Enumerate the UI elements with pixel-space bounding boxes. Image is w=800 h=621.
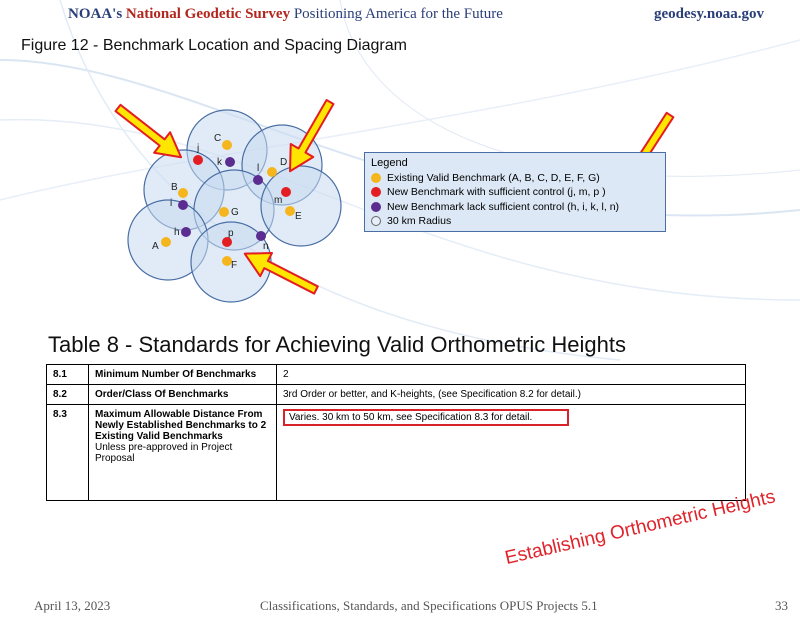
row-number: 8.1 xyxy=(47,365,89,385)
benchmark-n xyxy=(256,231,266,241)
label-l: l xyxy=(257,163,260,174)
legend-label: New Benchmark lack sufficient control (h, i, k, l, n) xyxy=(387,200,620,213)
table-row xyxy=(47,405,746,501)
org-name: National Geodetic Survey xyxy=(125,6,291,22)
label-n: n xyxy=(263,241,269,252)
benchmark-a xyxy=(161,237,171,247)
row-name-text: Minimum Number Of Benchmarks xyxy=(95,369,257,380)
label-a: A xyxy=(152,241,159,252)
benchmark-i xyxy=(178,200,188,210)
legend-label: 30 km Radius xyxy=(387,215,452,227)
legend-item-radius xyxy=(371,214,659,229)
section-stamp: Establishing Orthometric Heights xyxy=(503,486,778,570)
label-i: i xyxy=(170,198,173,209)
legend-item-new-lack xyxy=(371,200,659,215)
label-j: j xyxy=(197,143,200,154)
website-link[interactable]: geodesy.noaa.gov xyxy=(653,6,764,22)
legend-item-existing xyxy=(371,171,659,186)
row-value-cell xyxy=(277,405,746,501)
benchmark-c xyxy=(222,140,232,150)
label-e: E xyxy=(295,211,302,222)
row-name-text: Order/Class Of Benchmarks xyxy=(95,389,229,400)
arrow-to-j-icon xyxy=(110,98,189,168)
footer-date: April 13, 2023 xyxy=(34,598,111,613)
existing-benchmark-icon xyxy=(371,173,381,183)
standards-table xyxy=(46,364,746,501)
label-c: C xyxy=(214,133,222,144)
agency-name: NOAA's xyxy=(68,6,123,22)
benchmark-e xyxy=(285,206,295,216)
row-number: 8.3 xyxy=(47,405,89,501)
label-g: G xyxy=(231,207,239,218)
table-title: Table 8 - Standards for Achieving Valid Orthometric Heights xyxy=(48,332,626,357)
legend-title: Legend xyxy=(371,157,408,169)
label-m: m xyxy=(274,195,283,206)
new-benchmark-ok-icon xyxy=(371,187,381,197)
row-value: 2 xyxy=(277,365,746,385)
table-row xyxy=(47,365,746,385)
benchmark-l xyxy=(253,175,263,185)
benchmark-m xyxy=(281,187,291,197)
legend-label: Existing Valid Benchmark (A, B, C, D, E, F, G) xyxy=(387,171,600,184)
benchmark-j xyxy=(193,155,203,165)
row-name-text: Maximum Allowable Distance From Newly Established Benchmarks to 2 Existing Valid Benchmarks xyxy=(95,409,267,442)
benchmark-g xyxy=(219,207,229,217)
tagline: Positioning America for the Future xyxy=(293,6,503,22)
footer-title: Classifications, Standards, and Specifications OPUS Projects 5.1 xyxy=(260,598,598,613)
diagram-legend xyxy=(364,152,666,232)
label-h: h xyxy=(174,227,180,238)
new-benchmark-lack-icon xyxy=(371,202,381,212)
label-p: p xyxy=(228,228,234,239)
label-k: k xyxy=(217,157,222,168)
row-number: 8.2 xyxy=(47,385,89,405)
row-name xyxy=(89,405,277,501)
radius-circle-e xyxy=(261,166,341,246)
legend-item-new-ok xyxy=(371,185,659,200)
row-name xyxy=(89,385,277,405)
benchmark-b xyxy=(178,188,188,198)
highlighted-value: Varies. 30 km to 50 km, see Specification 8.3 for detail. xyxy=(283,409,569,426)
benchmark-h xyxy=(181,227,191,237)
row-name xyxy=(89,365,277,385)
label-d: D xyxy=(280,157,288,168)
label-f: F xyxy=(231,260,238,271)
benchmark-k xyxy=(225,157,235,167)
page-number: 33 xyxy=(775,598,788,613)
legend-label: New Benchmark with sufficient control (j, m, p ) xyxy=(387,186,606,198)
row-note: Unless pre-approved in Project Proposal xyxy=(95,442,233,464)
figure-title: Figure 12 - Benchmark Location and Spacing Diagram xyxy=(21,37,407,54)
label-b: B xyxy=(171,182,178,193)
radius-circle-icon xyxy=(371,216,381,226)
table-row xyxy=(47,385,746,405)
row-value: 3rd Order or better, and K-heights, (see Specification 8.2 for detail.) xyxy=(277,385,746,405)
benchmark-d xyxy=(267,167,277,177)
